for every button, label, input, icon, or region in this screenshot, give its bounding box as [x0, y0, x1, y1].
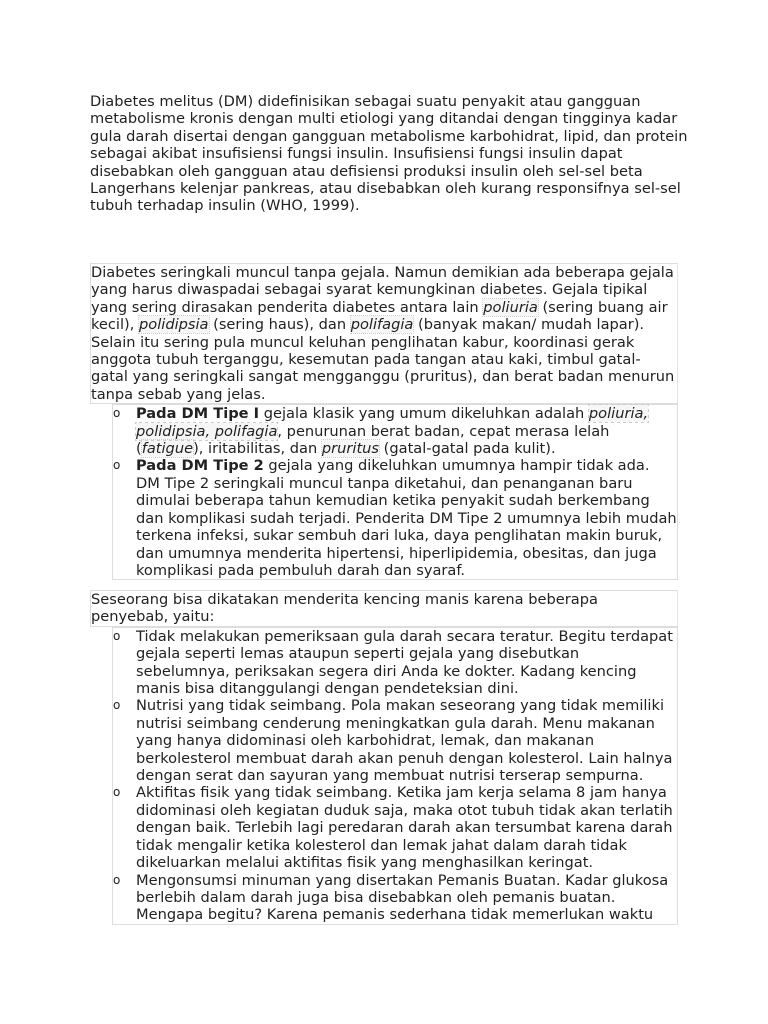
term-list: poliuria, polidipsia, polifagia [136, 405, 649, 440]
list-item [113, 628, 677, 698]
list-item-text: Tidak melakukan pemeriksaan gula darah secara teratur. Begitu terdapat gejala seperti lemas ataupun seperti gejala yang disebutkan sebelumnya, periksakan segera diri Anda ke dokter. Kadang kencing manis bisa ditanggulangi dengan pendeteksian dini. [136, 627, 673, 698]
list-item-text: Nutrisi yang tidak seimbang. Pola makan seseorang yang tidak memiliki nutrisi seimbang cenderung meningkatkan gula darah. Menu makanan yang hanya didominasi oleh karbohidrat, lemak, dan makanan berkolesterol membuat darah akan penuh dengan kolesterol. Lain halnya dengan serat dan sayuran yang membuat nutrisi terserap sempurna. [136, 697, 673, 785]
bullet-o-icon: o [113, 406, 121, 421]
bold-label: Pada DM Tipe 2 [136, 457, 264, 475]
bold-label: Pada DM Tipe I [136, 405, 260, 423]
paragraph-text: Diabetes melitus (DM) didefinisikan sebagai suatu penyakit atau gangguan metabolisme kronis dengan multi etiologi yang ditandai dengan tingginya kadar gula darah disertai dengan gangguan metabolisme karbohidrat, lipid, dan protein sebagai akibat insufisiensi fungsi insulin. Insufisiensi fungsi insulin dapat disebabkan oleh gangguan atau defisiensi produksi insulin oleh sel-sel beta Langerhans kelenjar pankreas, atau disebabkan oleh kurang responsifnya sel-sel tubuh terhadap insulin (WHO, 1999). [90, 93, 688, 215]
list-item-text: Mengonsumsi minuman yang disertakan Pemanis Buatan. Kadar glukosa berlebih dalam darah juga bisa disebabkan oleh pemanis buatan. Mengapa begitu? Karena pemanis sederhana tidak memerlukan waktu [136, 871, 669, 924]
list-item [113, 872, 677, 924]
term-pruritus: pruritus [321, 440, 380, 458]
bullet-o-icon: o [113, 872, 121, 887]
list-item [113, 405, 677, 457]
symptoms-list [113, 405, 677, 579]
text-segment: gejala klasik yang umum dikeluhkan adalah [259, 405, 589, 423]
text-segment: (sering buang air kecil), [91, 298, 668, 334]
term-polifagia: polifagia [350, 316, 414, 334]
list-item [113, 697, 677, 784]
text-segment: (banyak makan/ mudah lapar). Selain itu sering pula muncul keluhan penglihatan kabur, koordinasi gerak anggota tubuh terganggu, kesemutan pada tangan atau kaki, timbul gatal-gatal yang seringkali sangat mengganggu (pruritus), dan berat badan menurun tanpa sebab yang jelas. [91, 316, 675, 403]
term-fatigue: fatigue [141, 440, 194, 458]
bullet-o-icon: o [113, 698, 121, 713]
symptoms-list-box [112, 404, 678, 580]
text-segment: (sering haus), dan [208, 316, 351, 334]
text-segment: gejala yang dikeluhkan umumnya hampir tidak ada. DM Tipe 2 seringkali muncul tanpa diketahui, dan penanganan baru dimulai beberapa tahun kemudian ketika penyakit sudah berkembang dan komplikasi sudah terjadi. Penderita DM Tipe 2 umumnya lebih mudah terkena infeksi, sukar sembuh dari luka, daya penglihatan makin buruk, dan umumnya menderita hipertensi, hiperlipidemia, obesitas, dan juga komplikasi pada pembuluh darah dan syaraf. [136, 457, 677, 579]
causes-list-box [112, 627, 678, 925]
text-segment: , penurunan berat badan, cepat merasa lelah ( [136, 422, 610, 458]
term-polidipsia: polidipsia [139, 316, 209, 334]
symptoms-section [90, 263, 678, 580]
text-segment: (gatal-gatal pada kulit). [379, 440, 556, 458]
text-segment: Diabetes seringkali muncul tanpa gejala. Namun demikian ada beberapa gejala yang harus diwaspadai sebagai syarat kemungkinan diabetes. Gejala tipikal yang sering dirasakan penderita diabetes antara lain [91, 264, 674, 316]
term-poliuria: poliuria [483, 298, 538, 316]
list-item-text: Aktifitas fisik yang tidak seimbang. Ketika jam kerja selama 8 jam hanya didominasi oleh kegiatan duduk saja, maka otot tubuh tidak akan terlatih dengan baik. Terlebih lagi peredaran darah akan tersumbat karena darah tidak mengalir ketika kolesterol dan lemak jahat dalam darah tidak dikeluarkan melalui aktifitas fisik yang menghasilkan keringat. [136, 784, 673, 872]
symptoms-paragraph [90, 263, 678, 404]
causes-section [90, 590, 678, 925]
list-item [113, 784, 677, 871]
causes-list [113, 628, 677, 924]
intro-paragraph [90, 93, 690, 215]
bullet-o-icon: o [113, 785, 121, 800]
list-item [113, 457, 677, 579]
bullet-o-icon: o [113, 458, 121, 473]
text-segment: ), iritabilitas, dan [193, 440, 322, 458]
bullet-o-icon: o [113, 628, 121, 643]
causes-intro: Seseorang bisa dikatakan menderita kencing manis karena beberapa penyebab, yaitu: [90, 590, 678, 627]
